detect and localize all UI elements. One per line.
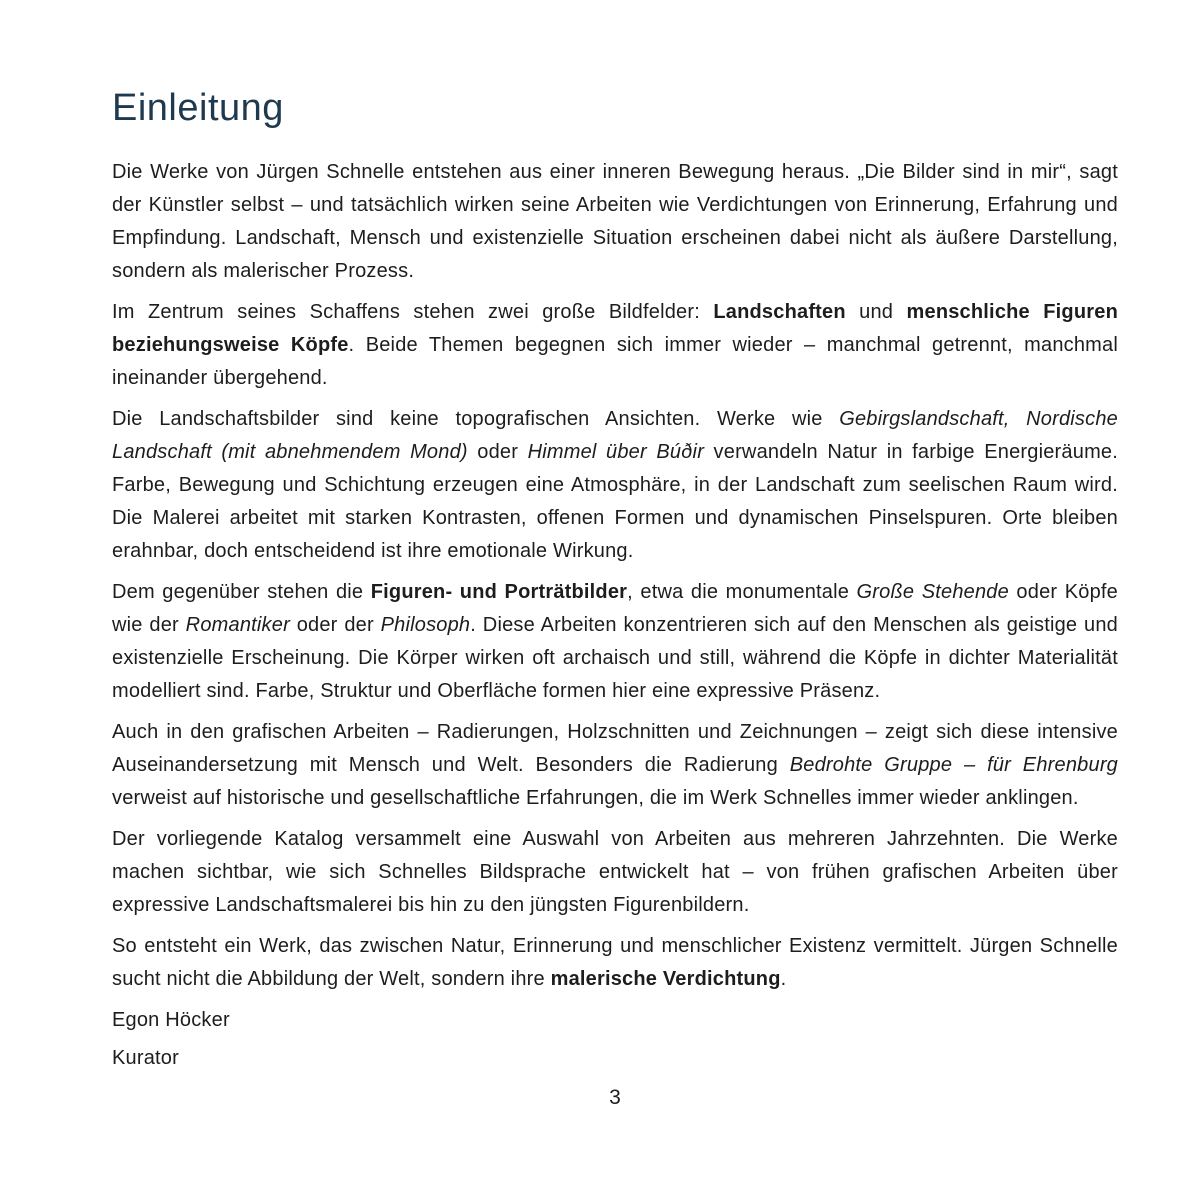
text-segment: oder Köpfe wie der — [112, 581, 1119, 636]
text-segment: und — [845, 301, 907, 323]
text-segment-italic: Große Stehende — [856, 581, 1009, 603]
paragraph-intro — [112, 156, 1118, 288]
text-segment-italic: Gebirgslandschaft, Nordische Landschaft (mit abnehmendem Mond) — [112, 408, 1118, 463]
page-number: 3 — [609, 1086, 621, 1109]
signature-block — [112, 1004, 1118, 1075]
body-text — [112, 156, 1118, 996]
text-segment: So entsteht ein Werk, das zwischen Natur, Erinnerung und menschlicher Existenz vermittelt. Jürgen Schnelle sucht nicht die Abbildung der Welt, sondern ihre — [112, 935, 1118, 990]
paragraph-bildfelder — [112, 296, 1118, 395]
text-segment-italic: Romantiker — [185, 614, 290, 636]
paragraph-schluss — [112, 930, 1118, 996]
text-segment-italic: Himmel über Búðir — [527, 441, 705, 463]
text-segment-italic: Bedrohte Gruppe – für Ehrenburg — [789, 754, 1118, 776]
text-segment: oder — [467, 441, 528, 463]
paragraph-katalog — [112, 823, 1118, 922]
text-segment: Dem gegenüber stehen die — [112, 581, 371, 603]
text-segment: , etwa die monumentale — [627, 581, 857, 603]
paragraph-grafik — [112, 716, 1118, 815]
text-segment: oder der — [289, 614, 381, 636]
page-title: Einleitung — [112, 87, 284, 129]
text-segment-bold: Landschaften — [713, 301, 846, 323]
text-segment: Der vorliegende Katalog versammelt eine Auswahl von Arbeiten aus mehreren Jahrzehnten. Die Werke machen sichtbar, wie sich Schnelles Bildsprache entwickelt hat – von frühen grafischen Arbeiten über expressive Landschaftsmalerei bis hin zu den jüngsten Figurenbildern. — [112, 828, 1118, 916]
text-segment-bold: malerische Verdichtung — [550, 968, 781, 990]
text-segment: . Beide Themen begegnen sich immer wieder – manchmal getrennt, manchmal ineinander übergehend. — [112, 334, 1118, 389]
text-segment: Im Zentrum seines Schaffens stehen zwei große Bildfelder: — [112, 301, 714, 323]
paragraph-figuren — [112, 576, 1118, 708]
text-segment: verweist auf historische und gesellschaftliche Erfahrungen, die im Werk Schnelles immer wieder anklingen. — [112, 787, 1079, 809]
author-name: Egon Höcker — [112, 1009, 230, 1031]
author-role: Kurator — [112, 1047, 179, 1069]
text-segment: Die Werke von Jürgen Schnelle entstehen aus einer inneren Bewegung heraus. „Die Bilder sind in mir“, sagt der Künstler selbst – und tatsächlich wirken seine Arbeiten wie Verdichtungen von Erinnerung, Erfahrung und Empfindung. Landschaft, Mensch und existenzielle Situation erscheinen dabei nicht als äußere Darstellung, sondern als malerischer Prozess. — [112, 161, 1118, 282]
text-segment: Die Landschaftsbilder sind keine topografischen Ansichten. Werke wie — [112, 408, 840, 430]
text-segment-bold: Figuren- und Porträtbilder — [370, 581, 628, 603]
text-segment: . — [780, 968, 787, 990]
text-segment: Auch in den grafischen Arbeiten – Radierungen, Holzschnitten und Zeichnungen – zeigt sich diese intensive Auseinandersetzung mit Mensch und Welt. Besonders die Radierung — [112, 721, 1118, 776]
paragraph-landschaften — [112, 403, 1118, 568]
text-segment: verwandeln Natur in farbige Energieräume. Farbe, Bewegung und Schichtung erzeugen eine Atmosphäre, in der Landschaft zum seelischen Raum wird. Die Malerei arbeitet mit starken Kontrasten, offenen Formen und dynamischen Pinselspuren. Orte bleiben erahnbar, doch entscheidend ist ihre emotionale Wirkung. — [112, 441, 1119, 562]
text-segment: . Diese Arbeiten konzentrieren sich auf den Menschen als geistige und existenzielle Erscheinung. Die Körper wirken oft archaisch und still, während die Köpfe in dichter Materialität modelliert sind. Farbe, Struktur und Oberfläche formen hier eine expressive Präsenz. — [112, 614, 1118, 702]
text-segment-italic: Philosoph — [380, 614, 471, 636]
text-segment-bold: menschliche Figuren beziehungsweise Köpfe — [112, 301, 1118, 356]
